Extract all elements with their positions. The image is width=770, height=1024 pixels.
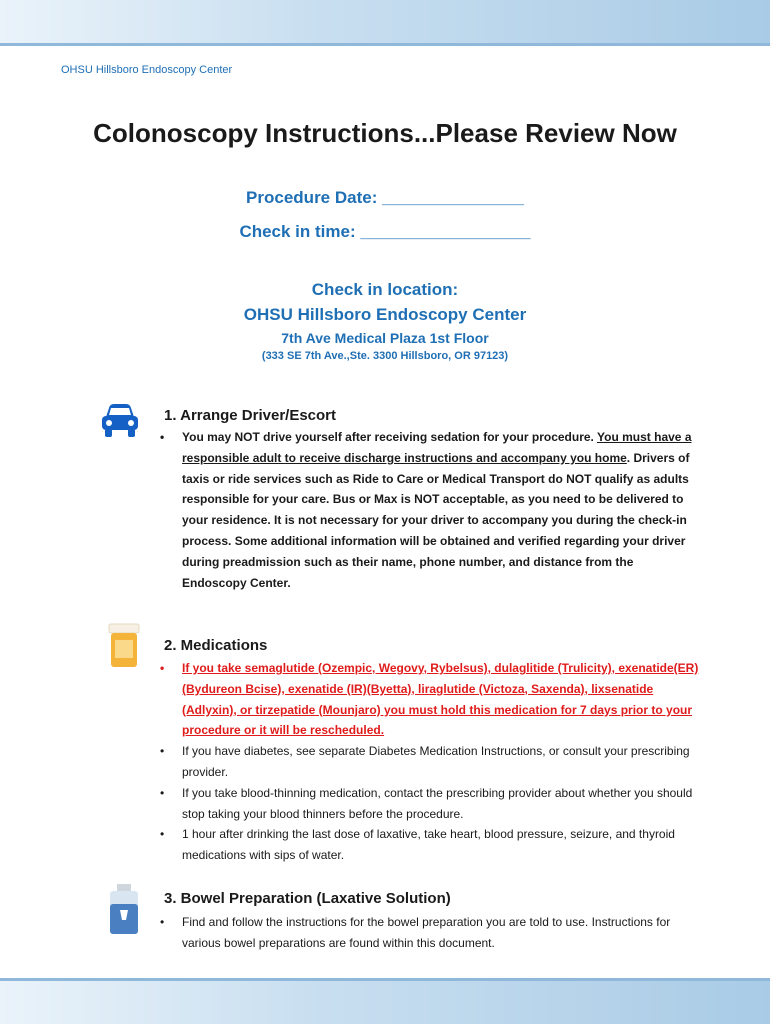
check-in-time-label: Check in time:: [239, 222, 356, 241]
procedure-date-blank: _______________: [382, 188, 524, 207]
list-item: [160, 427, 700, 593]
list-item: • If you have diabetes, see separate Diabetes Medication Instructions, or consult your prescribing provider.: [160, 741, 700, 783]
list-item: • If you take blood-thinning medication, contact the prescribing provider about whether you should stop taking your blood thinners before the procedure.: [160, 783, 700, 825]
list-item: • If you take semaglutide (Ozempic, Wegovy, Rybelsus), dulaglitide (Trulicity), exenatide(ER)(Bydureon Bcise), exenatide (IR)(Byetta), liraglutide (Victoza, Saxenda), lixsenatide (Adlyxin), or tirzepatide (Mounjaro) you must hold this medication for 7 days prior to your procedure or it will be rescheduled.: [160, 658, 700, 741]
procedure-date-label: Procedure Date:: [246, 188, 378, 207]
bullet-text: You may NOT drive yourself after receiving sedation for your procedure.: [182, 430, 598, 444]
org-header: OHSU Hillsboro Endoscopy Center: [61, 64, 233, 76]
bullet-underlined-text: You must have a responsible adult to receive discharge instructions and accompany you home: [182, 430, 692, 465]
check-in-time-line: [0, 222, 770, 242]
section-title: 1. Arrange Driver/Escort: [164, 407, 337, 424]
section-bullets: [160, 912, 700, 954]
laxative-jug-icon: [108, 884, 140, 936]
list-item: • 1 hour after drinking the last dose of laxative, take heart, blood pressure, seizure, and thyroid medications with sips of water.: [160, 824, 700, 866]
location-center-name: OHSU Hillsboro Endoscopy Center: [243, 305, 527, 324]
check-in-location-label: Check in location:: [311, 280, 459, 299]
top-decorative-band: [0, 0, 770, 46]
location-address: (333 SE 7th Ave.,Ste. 3300 Hillsboro, OR 97123): [261, 350, 509, 362]
check-in-time-blank: __________________: [360, 222, 531, 241]
section-title: 2. Medications: [164, 637, 268, 654]
section-bullets: [160, 427, 700, 593]
section-bullets: [160, 658, 700, 866]
page-title: Colonoscopy Instructions...Please Review Now: [93, 118, 677, 148]
car-icon: [100, 402, 140, 440]
location-floor: 7th Ave Medical Plaza 1st Floor: [281, 330, 489, 346]
section-title: 3. Bowel Preparation (Laxative Solution): [164, 890, 451, 907]
bullet-text: . Drivers of taxis or ride services such as Ride to Care or Medical Transport do NOT qualify as adults responsible for your care. Bus or Max is NOT acceptable, as you need to be delivered to your residence. It is not necessary for your driver to accompany you during the check-in process. Some additional information will be obtained and verified regarding your driver during preadmission such as their name, phone number, and distance from the Endoscopy Center.: [182, 450, 690, 590]
pill-bottle-icon: [106, 622, 142, 670]
bottom-decorative-band: [0, 978, 770, 1024]
procedure-date-line: [0, 188, 770, 208]
list-item: • Find and follow the instructions for the bowel preparation you are told to use. Instructions for various bowel preparations are found within this document.: [160, 912, 700, 954]
